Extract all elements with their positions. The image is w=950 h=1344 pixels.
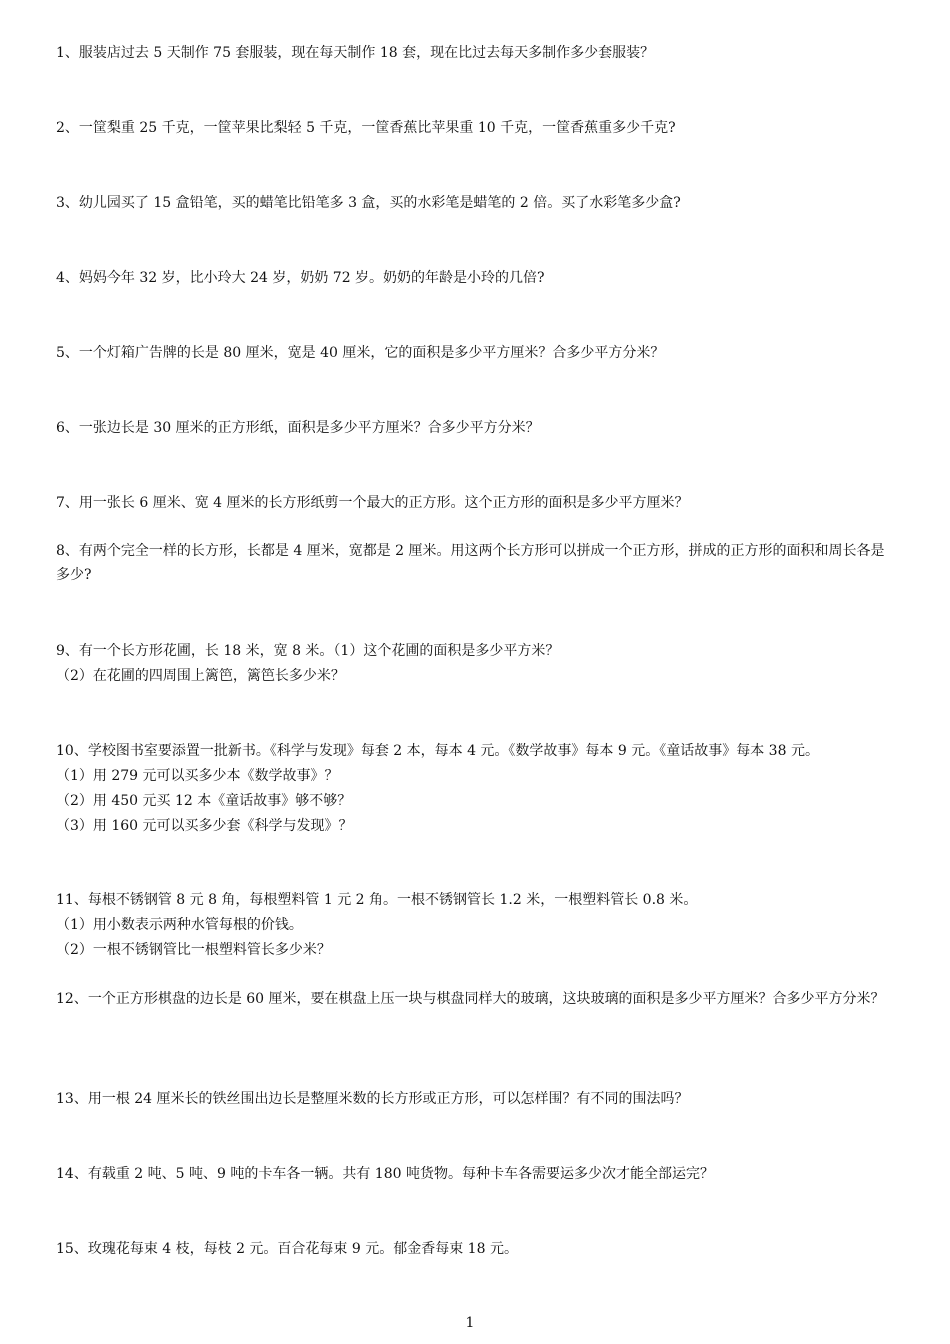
question-7: 7、用一张长 6 厘米、宽 4 厘米的长方形纸剪一个最大的正方形。这个正方形的面积是多少平方厘米？ (56, 495, 689, 511)
question-10: 10、学校图书室要添置一批新书。《科学与发现》每套 2 本，每本 4 元。《数学故事》每本 9 元。《童话故事》每本 38 元。 (56, 743, 819, 759)
question-15: 15、玫瑰花每束 4 枝，每枝 2 元。百合花每束 9 元。郁金香每束 18 元。 (56, 1241, 518, 1257)
question-8: 8、有两个完全一样的长方形，长都是 4 厘米，宽都是 2 厘米。用这两个长方形可以拼成一个正方形，拼成的正方形的面积和周长各是多少? (56, 543, 885, 583)
question-10-part-3: （3）用 160 元可以买多少套《科学与发现》？ (56, 818, 353, 834)
question-5: 5、一个灯箱广告牌的长是 80 厘米，宽是 40 厘米，它的面积是多少平方厘米？合多少平方分米？ (56, 345, 665, 361)
question-3: 3、幼儿园买了 15 盒铅笔，买的蜡笔比铅笔多 3 盒，买的水彩笔是蜡笔的 2 倍。买了水彩笔多少盒? (56, 195, 681, 211)
question-2: 2、一筐梨重 25 千克，一筐苹果比梨轻 5 千克，一筐香蕉比苹果重 10 千克，一筐香蕉重多少千克? (56, 120, 676, 136)
question-6: 6、一张边长是 30 厘米的正方形纸，面积是多少平方厘米？合多少平方分米？ (56, 420, 540, 436)
question-10-part-1: （1）用 279 元可以买多少本《数学故事》？ (56, 768, 339, 784)
question-9: 9、有一个长方形花圃，长 18 米，宽 8 米。（1）这个花圃的面积是多少平方米？ (56, 643, 560, 659)
question-13: 13、用一根 24 厘米长的铁丝围出边长是整厘米数的长方形或正方形，可以怎样围？有不同的围法吗？ (56, 1091, 689, 1107)
question-12: 12、一个正方形棋盘的边长是 60 厘米，要在棋盘上压一块与棋盘同样大的玻璃，这块玻璃的面积是多少平方厘米？合多少平方分米？ (56, 991, 885, 1007)
page-number: 1 (465, 1315, 475, 1331)
question-11: 11、每根不锈钢管 8 元 8 角，每根塑料管 1 元 2 角。一根不锈钢管长 1.2 米，一根塑料管长 0.8 米。 (56, 892, 698, 908)
question-10-part-2: （2）用 450 元买 12 本《童话故事》够不够？ (56, 793, 352, 809)
question-11-part-2: （2）一根不锈钢管比一根塑料管长多少米？ (56, 942, 331, 958)
question-14: 14、有载重 2 吨、5 吨、9 吨的卡车各一辆。共有 180 吨货物。每种卡车各需要运多少次才能全部运完？ (56, 1166, 714, 1182)
question-11-part-1: （1）用小数表示两种水管每根的价钱。 (56, 917, 303, 933)
question-1: 1、服装店过去 5 天制作 75 套服装，现在每天制作 18 套，现在比过去每天多制作多少套服装？ (56, 45, 655, 61)
question-4: 4、妈妈今年 32 岁，比小玲大 24 岁，奶奶 72 岁。奶奶的年龄是小玲的几倍? (56, 270, 545, 286)
question-9-part-2: （2）在花圃的四周围上篱笆，篱笆长多少米？ (56, 668, 345, 684)
